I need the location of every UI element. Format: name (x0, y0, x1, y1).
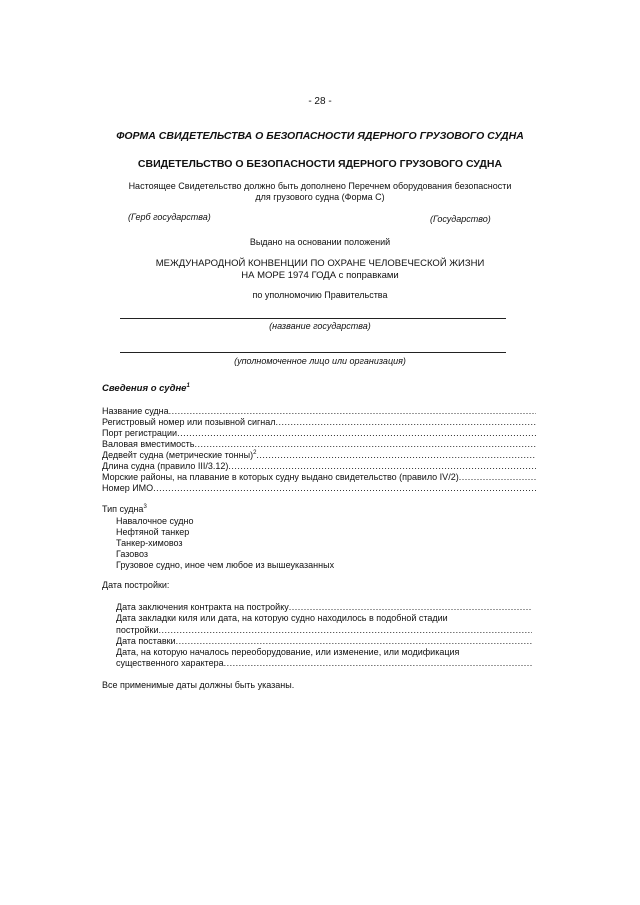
field-label: Номер ИМО (102, 482, 154, 493)
footnote-marker: 3 (143, 504, 147, 510)
field-label: постройки (116, 624, 159, 635)
all-dates-note: Все применимые даты должны быть указаны. (102, 680, 295, 690)
intro-line-1: Настоящее Свидетельство должно быть дополнено Перечнем оборудования безопасности (128, 181, 512, 191)
fill-line (224, 658, 532, 669)
fill-line (176, 636, 532, 647)
fill-line (289, 602, 532, 613)
fill-line (228, 461, 536, 472)
field-imo-number[interactable] (102, 483, 536, 494)
field-ship-length[interactable] (102, 461, 536, 472)
convention-line-1: МЕЖДУНАРОДНОЙ КОНВЕНЦИИ ПО ОХРАНЕ ЧЕЛОВЕЧЕСКОЙ ЖИЗНИ (155, 258, 485, 269)
field-registration-number[interactable] (102, 417, 536, 428)
field-label: Дата поставки (116, 635, 176, 646)
fill-line (159, 625, 532, 636)
fill-line (194, 439, 536, 450)
field-label: Порт регистрации (102, 427, 178, 438)
ship-type-option[interactable]: Газовоз (116, 549, 149, 559)
field-label: Регистровый номер или позывной сигнал (102, 416, 276, 427)
field-label: Валовая вместимость (102, 438, 195, 449)
ship-type-option[interactable]: Грузовое судно, иное чем любое из вышеуказанных (116, 560, 335, 570)
fill-line (256, 450, 536, 461)
ship-type-title: Тип судна (102, 504, 144, 514)
fill-line (153, 483, 536, 494)
field-conversion-date[interactable] (116, 658, 532, 669)
field-conversion-date-line1 (116, 647, 532, 658)
ship-type-option[interactable]: Навалочное судно (116, 516, 194, 526)
field-gross-tonnage[interactable] (102, 439, 536, 450)
field-label: существенного характера (116, 658, 224, 669)
fill-line (276, 417, 536, 428)
form-title: ФОРМА СВИДЕТЕЛЬСТВА О БЕЗОПАСНОСТИ ЯДЕРНОГО ГРУЗОВОГО СУДНА (116, 130, 524, 142)
field-delivery-date[interactable] (116, 636, 532, 647)
page-number: - 28 - (308, 96, 332, 107)
field-label: Дата закладки киля или дата, на которую судно находилось в подобной стадии (116, 613, 448, 624)
ship-type-heading (102, 504, 147, 515)
field-label: Название судна (102, 405, 169, 416)
field-label: Дата, на которую началось переоборудование, или изменение, или модификация (116, 647, 460, 657)
field-label: Дата заключения контракта на постройку (116, 602, 289, 612)
footnote-marker: 2 (253, 449, 257, 456)
convention-line-2: НА МОРЕ 1974 ГОДА с поправками (241, 269, 399, 281)
issued-under: Выдано на основании положений (249, 237, 391, 247)
field-ship-name[interactable] (102, 406, 536, 417)
field-label: Длина судна (правило III/3.12) (102, 460, 229, 471)
fill-line (459, 472, 536, 483)
ship-details-title: Сведения о судне (102, 383, 187, 394)
field-label: Морские районы, на плавание в которых судну выдано свидетельство (правило IV/2) (102, 471, 459, 482)
fill-line (169, 406, 536, 417)
intro-line-2: для грузового судна (Форма С) (255, 192, 385, 203)
authority-text: по уполномочию Правительства (252, 290, 388, 300)
field-label-text: Дедвейт судна (метрические тонны) (102, 449, 254, 460)
ship-details-heading (102, 383, 190, 395)
authorized-person-line[interactable] (120, 352, 506, 353)
field-label (102, 450, 256, 461)
field-keel-date[interactable] (116, 625, 532, 636)
authorized-person-caption: (уполномоченное лицо или организация) (234, 356, 406, 366)
field-sea-areas[interactable] (102, 472, 536, 483)
ship-fields (102, 406, 536, 494)
footnote-marker: 1 (186, 382, 190, 389)
state-label: (Государство) (430, 214, 491, 224)
state-name-caption: (название государства) (269, 321, 371, 331)
field-contract-date[interactable] (116, 602, 532, 613)
ship-type-options (116, 516, 334, 571)
convention-name (0, 258, 640, 282)
field-port-of-registry[interactable] (102, 428, 536, 439)
fill-line (177, 428, 536, 439)
field-keel-date-line1 (116, 613, 532, 624)
certificate-title: СВИДЕТЕЛЬСТВО О БЕЗОПАСНОСТИ ЯДЕРНОГО ГРУЗОВОГО СУДНА (137, 158, 503, 170)
build-date-heading: Дата постройки: (102, 580, 170, 590)
coat-of-arms-label: (Герб государства) (128, 212, 211, 222)
ship-type-option[interactable]: Танкер-химовоз (116, 538, 183, 548)
intro-text (0, 181, 640, 204)
build-date-fields (116, 602, 532, 670)
state-name-line[interactable] (120, 318, 506, 319)
ship-type-option[interactable]: Нефтяной танкер (116, 527, 190, 537)
field-deadweight[interactable] (102, 450, 536, 461)
